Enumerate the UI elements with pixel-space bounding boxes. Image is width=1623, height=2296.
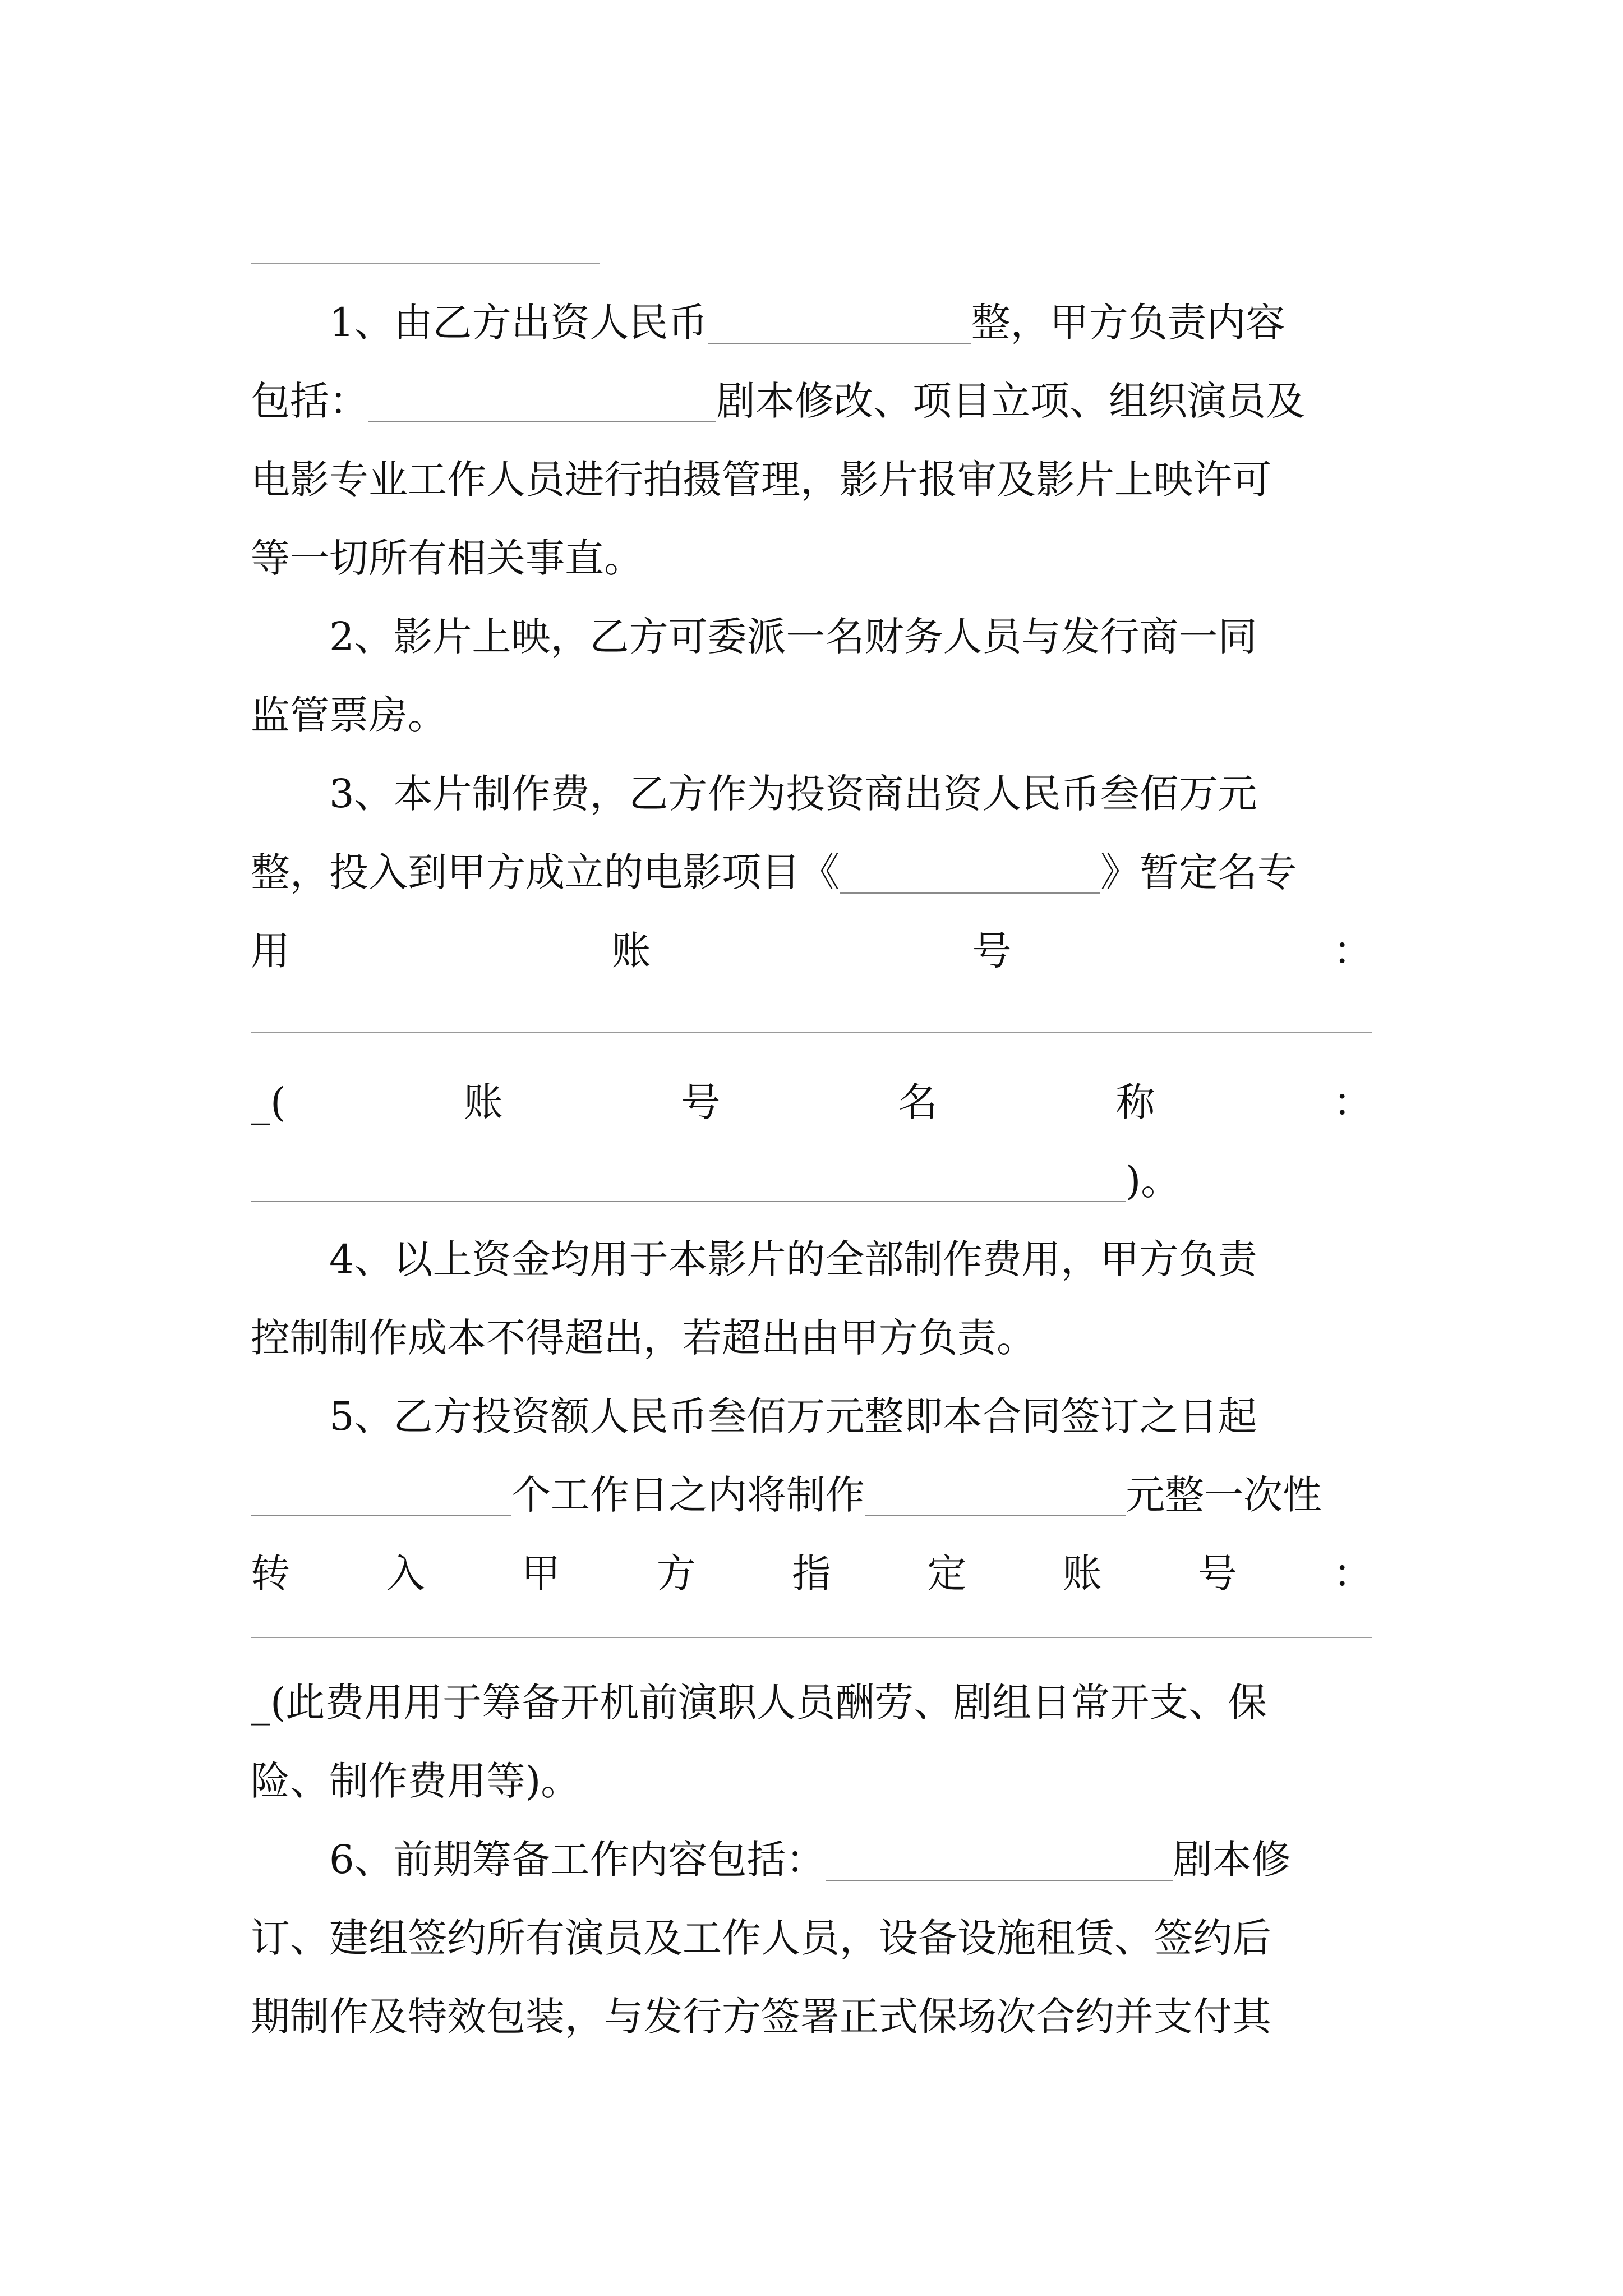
p3-word: 号 — [972, 928, 1012, 974]
p1-text-3: 电影专业工作人员进行拍摄管理，影片报审及影片上映许可 — [251, 457, 1271, 503]
p1-line-4 — [251, 530, 1372, 586]
p1-text-2a: 包括： — [251, 378, 368, 424]
p5-word: 号 — [1197, 1550, 1237, 1596]
p3-word: ： — [1332, 928, 1372, 974]
p5-text-5: _(此费用用于筹备开机前演职人员酬劳、剧组日常开支、保 — [251, 1680, 1267, 1726]
p3-line-5 — [251, 1074, 1372, 1130]
p5-word: 方 — [656, 1550, 696, 1596]
p5-word: 指 — [792, 1550, 831, 1596]
p5-text-1: 5、乙方投资额人民币叁佰万元整即本合同签订之日起 — [329, 1393, 1257, 1439]
p6-text-3: 期制作及特效包装，与发行方签署正式保场次合约并支付其 — [251, 1994, 1271, 2040]
p5-text-6: 险、制作费用等)。 — [251, 1758, 580, 1804]
p4-line-1 — [251, 1231, 1372, 1287]
p6-line-2 — [251, 1910, 1372, 1966]
p3-word: 称 — [1115, 1079, 1155, 1125]
p2-text-1: 2、影片上映，乙方可委派一名财务人员与发行商一同 — [329, 614, 1257, 660]
p3-text-2a: 整，投入到甲方成立的电影项目《 — [251, 849, 840, 895]
p5-line-6 — [251, 1753, 1372, 1809]
p5-text-2a: 个工作日之内将制作 — [511, 1472, 865, 1518]
p3-word: _( — [251, 1079, 286, 1125]
p3-line-6 — [251, 1153, 1372, 1209]
p3-line-2 — [251, 844, 1372, 900]
p5-line-2 — [251, 1467, 1372, 1523]
p3-word: ： — [1332, 1079, 1372, 1125]
p3-word: 名 — [898, 1079, 938, 1125]
p1-content-blank — [368, 380, 716, 422]
p5-word: 账 — [1062, 1550, 1102, 1596]
p2-line-1 — [251, 609, 1372, 665]
p6-text-2: 订、建组签约所有演员及工作人员，设备设施租赁、签约后 — [251, 1915, 1271, 1961]
p4-text-2: 控制制作成本不得超出，若超出由甲方负责。 — [251, 1315, 1036, 1361]
account-name-blank — [251, 1159, 1126, 1202]
p2-text-2: 监管票房。 — [251, 692, 447, 738]
p5-word: 入 — [386, 1550, 426, 1596]
p5-word: ： — [1333, 1550, 1372, 1596]
p6-line-3 — [251, 1989, 1372, 2045]
p1-amount-blank — [708, 301, 971, 344]
p1-line-2 — [251, 373, 1372, 429]
p3-word: 账 — [611, 928, 651, 974]
p5-workdays-blank — [251, 1474, 511, 1516]
p6-text-1b: 剧本修 — [1173, 1837, 1291, 1883]
p3-text-1: 3、本片制作费，乙方作为投资商出资人民币叁佰万元 — [329, 771, 1257, 817]
p5-line-5 — [251, 1674, 1372, 1731]
p5-word: 转 — [251, 1550, 290, 1596]
p3-word: 账 — [463, 1079, 503, 1125]
designated-account-rule — [251, 1637, 1372, 1638]
p1-text-1a: 1、由乙方出资人民币 — [329, 300, 708, 346]
p5-text-2b: 元整一次性 — [1126, 1472, 1322, 1518]
p1-line-3 — [251, 452, 1372, 508]
p3-line-3 — [251, 923, 1372, 979]
p6-text-1a: 6、前期筹备工作内容包括： — [329, 1837, 826, 1883]
p1-text-4: 等一切所有相关事直。 — [251, 535, 643, 581]
p3-line-1 — [251, 766, 1372, 822]
p5-line-3 — [251, 1545, 1372, 1602]
account-number-rule — [251, 1032, 1372, 1033]
header-rule — [251, 263, 600, 264]
p6-content-blank — [826, 1838, 1173, 1881]
p2-line-2 — [251, 687, 1372, 743]
p3-project-name-blank — [840, 851, 1100, 894]
p3-text-2b: 》暂定名专 — [1100, 849, 1297, 895]
p5-amount-blank — [865, 1474, 1126, 1516]
p4-text-1: 4、以上资金均用于本影片的全部制作费用，甲方负责 — [329, 1236, 1257, 1282]
p1-line-1 — [251, 295, 1372, 351]
p3-text-6-end: )。 — [1126, 1158, 1181, 1204]
p3-word: 用 — [251, 928, 290, 974]
p1-text-2b: 剧本修改、项目立项、组织演员及 — [716, 378, 1305, 424]
p4-line-2 — [251, 1310, 1372, 1366]
p5-line-1 — [251, 1388, 1372, 1444]
p3-word: 号 — [681, 1079, 721, 1125]
p1-text-1b: 整，甲方负责内容 — [971, 300, 1285, 346]
p6-line-1 — [251, 1832, 1372, 1888]
p5-word: 甲 — [521, 1550, 561, 1596]
p5-word: 定 — [927, 1550, 967, 1596]
